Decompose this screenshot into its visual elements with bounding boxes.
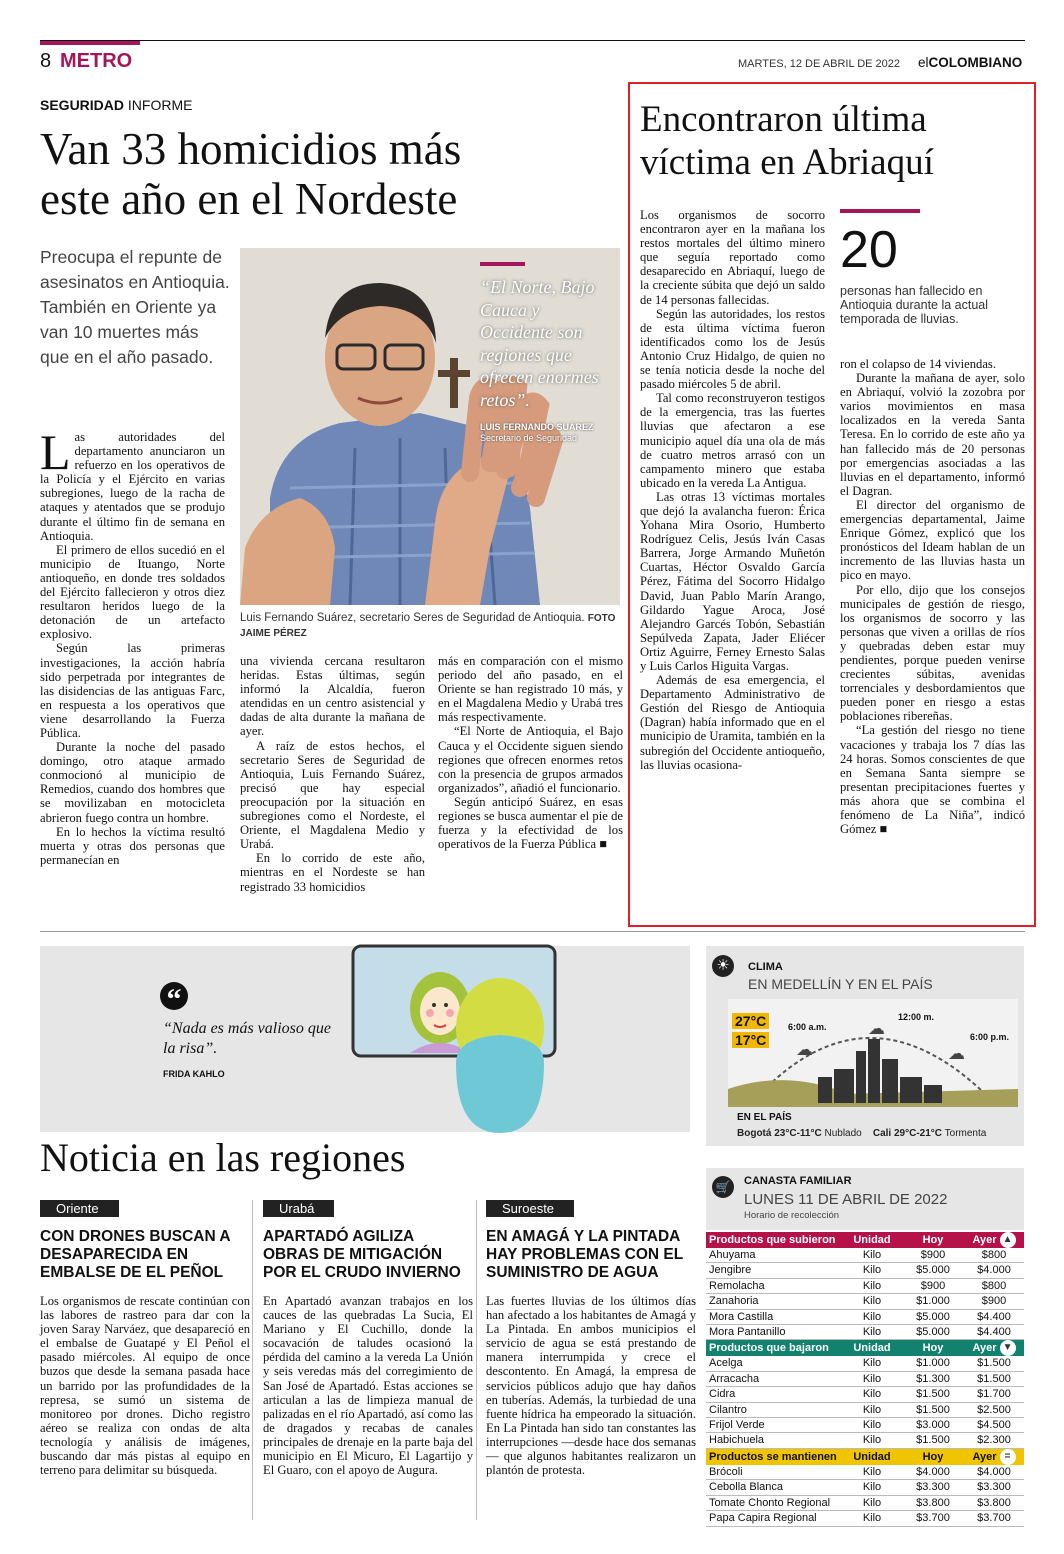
col-today: Hoy xyxy=(902,1232,964,1248)
product-name: Jengibre xyxy=(706,1263,842,1278)
col-yesterday: Ayer ▼ xyxy=(964,1340,1024,1357)
price-today: $3.300 xyxy=(902,1480,964,1495)
col-unit: Unidad xyxy=(842,1448,902,1465)
temp-high: 27°C xyxy=(732,1013,769,1029)
temp-low: 17°C xyxy=(732,1032,769,1048)
table-row xyxy=(706,1263,1024,1278)
price-today: $1.500 xyxy=(902,1433,964,1448)
section-name: METRO xyxy=(60,50,133,72)
table-row xyxy=(706,1418,1024,1433)
lead-column-3: más en comparación con el mismo periodo del año pasado, en el Oriente se han registrado 10 más, y en el Magdalena Medio y Urabá tres más respectivamente. “El Norte de Antioquia, el Bajo Cauca y el Occidente siguen siendo regiones que ofrecen enormes retos con la presencia de grupos armados organizados”, añadió el funcionario. Según anticipó Suárez, en esas regiones se busca aumentar el pie de fuerza y la efectividad de los operativos de la Fuerza Pública ■ xyxy=(438,654,623,852)
lead-pull-quote: “El Norte, Bajo Cauca y Occidente son regiones que ofrecen enormes retos”. xyxy=(480,277,599,410)
price-yesterday: $4.400 xyxy=(964,1309,1024,1324)
dropcap-letter: L xyxy=(40,424,71,480)
col-yesterday: Ayer = xyxy=(964,1448,1024,1465)
page-number: 8 xyxy=(40,50,52,72)
lead-column-1: Las autoridades del departamento anunciaron un refuerzo en los operativos de la Policía y el Ejército en varias subregiones, luego de la racha de ataques y atentados que se produjo durante el último fin de semana en Antioquia. El primero de ellos sucedió en el municipio de Ituango, Norte antioqueño, en donde tres soldados del Ejército fallecieron y otros diez resultaron heridos luego de la detonación de un artefacto explosivo. Según las primeras investigaciones, la acción habría sido perpetrada por integrantes de las disidencias de las antiguas Farc, en respuesta a los operativos que viene desarrollando la Fuerza Pública. Durante la noche del pasado domingo, otro ataque armado conmocionó al municipio de Remedios, cuando dos hombres que se movilizaban en motocicleta abrieron fuego contra un hombre. En lo hechos la víctima resultó muerta y otras dos personas que permanecían en xyxy=(40,424,225,867)
region-body: En Apartadó avanzan trabajos en los cauces de las quebradas La Sucia, El Mariano y El Cuchillo, donde la socavación de taludes ocasionó la pérdida del camino a la vereda La Unión y seis veredas más del corregimiento de San José de Apartadó. Estas acciones se articulan a las de limpieza manual de palizadas en el río Apartadó, así como las de dragados y recabas de canales principales de drenaje en la parte baja del municipio en El Micuro, El Lagartijo y El Guaro, con el apoyo de Augura. xyxy=(263,1294,473,1478)
table-row xyxy=(706,1511,1024,1526)
arrow-down-icon: ▼ xyxy=(1000,1340,1016,1356)
region-headline: CON DRONES BUSCAN A DESAPARECIDA EN EMBALSE DE EL PEÑOL xyxy=(40,1228,231,1281)
lead-kicker: SEGURIDAD INFORME xyxy=(40,97,193,113)
table-row xyxy=(706,1371,1024,1386)
table-row xyxy=(706,1278,1024,1293)
product-name: Habichuela xyxy=(706,1433,842,1448)
group-label: Productos se mantienen xyxy=(706,1448,842,1465)
price-today: $1.500 xyxy=(902,1387,964,1402)
price-today: $900 xyxy=(902,1248,964,1263)
canasta-group-header xyxy=(706,1448,1024,1465)
price-yesterday: $4.000 xyxy=(964,1465,1024,1480)
abriaqui-column-1: Los organismos de socorro encontraron ayer en la mañana los restos mortales del último minero que seguía reportado como desaparecido en Abriaquí, luego de la creciente súbita que dejó un saldo de 14 personas fallecidas. Según las autoridades, los restos de esta última víctima fueron identificados como los de Jesús Antonio Cruz Hidalgo, de quien no se tenía noticia desde la noche del pasado miércoles 5 de abril. Tal como reconstruyeron testigos de la emergencia, tras las fuertes lluvias que afectaron a ese municipio aquel día una ola de más de cuatro metros arrasó con un campamento minero que estaba ubicado en la vereda La Antigua. Las otras 13 víctimas mortales que dejó la avalancha fueron: Érica Yohana Mira Osorio, Humberto Rodríguez Celis, Jesús Iván Casas Barrera, Jorge Armando Muñetón Cuartas, Héctor Osvaldo García Pérez, Fátima del Socorro Hidalgo David, Juan Pablo Marín Arango, Gildardo Yague Aroca, José Alejandro Garcés Tobón, Sebastián Sepúlveda Zapata, Jader Eliécer Ortiz Aguirre, Ferney Ernesto Salas y Luis Carlos Higuita Vargas. Además de esa emergencia, el Departamento Administrativo de Gestión del Riesgo de Antioquia (Dagran) había informado que en el municipio de Uramita, también en la subregión del Occidente antioqueño, las lluvias ocasiona- xyxy=(640,208,825,772)
canasta-title: CANASTA FAMILIAR xyxy=(744,1175,852,1187)
col-yesterday: Ayer ▲ xyxy=(964,1232,1024,1248)
abriaqui-headline: Encontraron última víctima en Abriaquí xyxy=(640,99,934,183)
newspaper-logo: elCOLOMBIANO xyxy=(918,55,1023,70)
price-yesterday: $900 xyxy=(964,1294,1024,1309)
canasta-group-header xyxy=(706,1232,1024,1248)
price-yesterday: $4.500 xyxy=(964,1418,1024,1433)
region-headline: EN AMAGÁ Y LA PINTADA HAY PROBLEMAS CON EL SUMINISTRO DE AGUA xyxy=(486,1228,683,1281)
header-date: MARTES, 12 DE ABRIL DE 2022 xyxy=(738,58,901,70)
table-row xyxy=(706,1294,1024,1309)
section-divider xyxy=(40,931,1025,932)
price-today: $1.000 xyxy=(902,1294,964,1309)
region-story-oriente xyxy=(40,1200,250,1477)
quote-mark-icon: “ xyxy=(160,982,188,1010)
table-row xyxy=(706,1495,1024,1510)
stat-text: personas han fallecido en Antioquia durante la actual temporada de lluvias. xyxy=(840,284,989,326)
weather-graphic xyxy=(728,999,1018,1107)
city-forecast: Bogotá 23°C-11°C Nublado Cali 29°C-21°C Tormenta xyxy=(737,1128,987,1139)
price-yesterday: $3.800 xyxy=(964,1495,1024,1510)
group-label: Productos que subieron xyxy=(706,1232,842,1248)
price-yesterday: $1.500 xyxy=(964,1371,1024,1386)
product-name: Brócoli xyxy=(706,1465,842,1480)
product-name: Mora Castilla xyxy=(706,1309,842,1324)
regions-divider-2 xyxy=(476,1200,477,1520)
price-today: $3.700 xyxy=(902,1511,964,1526)
country-label: EN EL PAÍS xyxy=(737,1112,792,1123)
quote-accent-bar xyxy=(480,262,525,266)
col-today: Hoy xyxy=(902,1448,964,1465)
product-name: Cidra xyxy=(706,1387,842,1402)
price-today: $4.000 xyxy=(902,1465,964,1480)
equal-icon: = xyxy=(1000,1449,1016,1465)
price-today: $900 xyxy=(902,1278,964,1293)
price-yesterday: $1.700 xyxy=(964,1387,1024,1402)
col-unit: Unidad xyxy=(842,1232,902,1248)
table-row xyxy=(706,1433,1024,1448)
canasta-table xyxy=(706,1232,1024,1527)
table-row xyxy=(706,1356,1024,1371)
product-unit: Kilo xyxy=(842,1511,902,1526)
region-story-uraba xyxy=(263,1200,473,1477)
product-unit: Kilo xyxy=(842,1480,902,1495)
product-name: Zanahoria xyxy=(706,1294,842,1309)
product-unit: Kilo xyxy=(842,1248,902,1263)
region-story-suroeste xyxy=(486,1200,696,1477)
table-row xyxy=(706,1309,1024,1324)
canasta-table-wrap xyxy=(706,1232,1024,1527)
photo-caption: Luis Fernando Suárez, secretario Seres de Seguridad de Antioquia. FOTO JAIME PÉREZ xyxy=(240,612,616,639)
canasta-group-header xyxy=(706,1340,1024,1357)
product-unit: Kilo xyxy=(842,1402,902,1417)
stat-accent-bar xyxy=(840,209,920,213)
time-morning: 6:00 a.m. xyxy=(788,1022,827,1032)
price-yesterday: $2.500 xyxy=(964,1402,1024,1417)
product-name: Frijol Verde xyxy=(706,1418,842,1433)
cloud-rain-icon: ☁ xyxy=(796,1040,813,1059)
price-yesterday: $3.300 xyxy=(964,1480,1024,1495)
product-unit: Kilo xyxy=(842,1387,902,1402)
product-name: Mora Pantanillo xyxy=(706,1325,842,1340)
quote-text: “Nada es más valioso que la risa”. xyxy=(163,1020,331,1057)
stat-number: 20 xyxy=(840,221,898,279)
quote-role: Secretario de Seguridad xyxy=(480,433,578,443)
product-name: Arracacha xyxy=(706,1371,842,1386)
price-today: $1.500 xyxy=(902,1402,964,1417)
price-today: $3.000 xyxy=(902,1418,964,1433)
weather-subtitle: EN MEDELLÍN Y EN EL PAÍS xyxy=(748,976,933,992)
price-yesterday: $1.500 xyxy=(964,1356,1024,1371)
regions-title: Noticia en las regiones xyxy=(40,1135,406,1180)
product-name: Papa Capira Regional xyxy=(706,1511,842,1526)
abriaqui-column-2: ron el colapso de 14 viviendas. Durante la mañana de ayer, solo en Abriaquí, volvió la zozobra por varios movimientos en masa localizados en la vereda Santa Teresa. En lo corrido de este año ya han fallecido más de 20 personas por emergencias asociadas a las lluvias en el departamento, informó el Dagran. El director del organismo de emergencias departamental, Jaime Enrique Gómez, explicó que los pronósticos del Ideam hablan de un incremento de las lluvias hasta un pico en mayo. Por ello, dijo que los consejos municipales de gestión de riesgo, los organismos de socorro y las personas que viven a orillas de ríos y quebradas deben estar muy pendientes, porque pueden venirse crecientes súbitas, avenidas torrenciales y desbordamientos que pueden poner en riesgo a estas poblaciones ribereñas. “La gestión del riesgo no tiene vacaciones y trabaja los 7 días las 24 horas. Somos conscientes de que en Semana Santa siempre se presentan precipitaciones fuertes y más ahora que se combina el fenómeno de La Niña”, indicó Gómez ■ xyxy=(840,357,1025,837)
product-unit: Kilo xyxy=(842,1309,902,1324)
city-skyline-illustration xyxy=(728,999,1018,1107)
product-unit: Kilo xyxy=(842,1294,902,1309)
price-yesterday: $4.000 xyxy=(964,1263,1024,1278)
price-today: $5.000 xyxy=(902,1325,964,1340)
sun-icon: ☀ xyxy=(712,955,734,977)
header-rule xyxy=(40,40,1025,41)
region-body: Los organismos de rescate continúan con las labores de rastreo para dar con la joven Saray Narváez, que desapareció en el embalse de Guatapé y El Peñol el pasado miércoles. Al equipo de once buzos que desde la semana pasada hace un barrido por las profundidades de la represa, se sumó un sistema de monitoreo por drones. Dicho registro aéreo se realiza con ondas de alta tecnología y análisis de imágenes, buscando dar más pistas al equipo en terreno para delimitar su búsqueda. xyxy=(40,1294,250,1478)
quote-box-author: FRIDA KAHLO xyxy=(163,1069,225,1079)
price-yesterday: $4.400 xyxy=(964,1325,1024,1340)
price-yesterday: $800 xyxy=(964,1278,1024,1293)
quote-author: LUIS FERNANDO SUÁREZ xyxy=(480,422,594,432)
time-evening: 6:00 p.m. xyxy=(970,1032,1010,1042)
cloud-rain-icon-evening: ☁ xyxy=(948,1044,965,1063)
product-unit: Kilo xyxy=(842,1495,902,1510)
product-unit: Kilo xyxy=(842,1325,902,1340)
product-name: Cebolla Blanca xyxy=(706,1480,842,1495)
product-name: Remolacha xyxy=(706,1278,842,1293)
table-row xyxy=(706,1402,1024,1417)
mirror-doll-illustration xyxy=(350,943,560,1133)
table-row xyxy=(706,1387,1024,1402)
product-unit: Kilo xyxy=(842,1433,902,1448)
region-tag: Urabá xyxy=(263,1200,334,1217)
col-today: Hoy xyxy=(902,1340,964,1357)
product-unit: Kilo xyxy=(842,1418,902,1433)
region-headline: APARTADÓ AGILIZA OBRAS DE MITIGACIÓN POR EL CRUDO INVIERNO xyxy=(263,1228,461,1281)
canasta-subtitle: Horario de recolección xyxy=(744,1210,840,1221)
canasta-date: LUNES 11 DE ABRIL DE 2022 xyxy=(744,1191,948,1208)
price-today: $1.000 xyxy=(902,1356,964,1371)
region-body: Las fuertes lluvias de los últimos días han afectado a los habitantes de Amagá y La Pintada. En ambos municipios el servicio de agua se está prestando de manera interrumpida y crece el descontento. En Amagá, la empresa de servicios públicos adujo que hay daños en tuberías. Además, la turbiedad de una fuente hídrica ha empeorado la situación. En La Pintada han sido tan constantes las interrupciones —desde hace dos semanas— que algunos habitantes realizaron un plantón de protesta. xyxy=(486,1294,696,1478)
region-tag: Suroeste xyxy=(486,1200,574,1217)
product-name: Cilantro xyxy=(706,1402,842,1417)
lead-summary: Preocupa el repunte de asesinatos en Antioquia. También en Oriente ya van 10 muertes más que en el año pasado. xyxy=(40,247,230,367)
product-name: Ahuyama xyxy=(706,1248,842,1263)
product-unit: Kilo xyxy=(842,1371,902,1386)
time-noon: 12:00 m. xyxy=(898,1012,935,1022)
region-tag: Oriente xyxy=(40,1200,119,1217)
price-today: $5.000 xyxy=(902,1263,964,1278)
arrow-up-icon: ▲ xyxy=(1000,1232,1016,1248)
product-unit: Kilo xyxy=(842,1356,902,1371)
table-row xyxy=(706,1248,1024,1263)
table-row xyxy=(706,1465,1024,1480)
shopping-cart-icon: 🛒 xyxy=(712,1176,734,1198)
product-name: Acelga xyxy=(706,1356,842,1371)
price-today: $5.000 xyxy=(902,1309,964,1324)
regions-divider-1 xyxy=(252,1200,253,1520)
product-unit: Kilo xyxy=(842,1465,902,1480)
lead-headline: Van 33 homicidios más este año en el Nordeste xyxy=(40,124,462,224)
group-label: Productos que bajaron xyxy=(706,1340,842,1357)
price-yesterday: $2.300 xyxy=(964,1433,1024,1448)
table-row xyxy=(706,1480,1024,1495)
product-name: Tomate Chonto Regional xyxy=(706,1495,842,1510)
lead-column-2: una vivienda cercana resultaron heridas. Estas últimas, según informó la Alcaldía, fueron atendidas en un centro asistencial y dadas de alta durante la mañana de ayer. A raíz de estos hechos, el secretario Seres de Seguridad de Antioquia, Luis Fernando Suárez, precisó que hay especial preocupación por la situación en subregiones como el Nordeste, el Oriente, el Magdalena Medio y Urabá. En lo corrido de este año, mientras en el Nordeste se han registrado 33 homicidios xyxy=(240,654,425,894)
price-yesterday: $800 xyxy=(964,1248,1024,1263)
weather-title: CLIMA xyxy=(748,961,783,973)
product-unit: Kilo xyxy=(842,1263,902,1278)
product-unit: Kilo xyxy=(842,1278,902,1293)
price-yesterday: $3.700 xyxy=(964,1511,1024,1526)
col-unit: Unidad xyxy=(842,1340,902,1357)
price-today: $1.300 xyxy=(902,1371,964,1386)
table-row xyxy=(706,1325,1024,1340)
price-today: $3.800 xyxy=(902,1495,964,1510)
storm-cloud-icon: ☁ xyxy=(868,1019,885,1038)
